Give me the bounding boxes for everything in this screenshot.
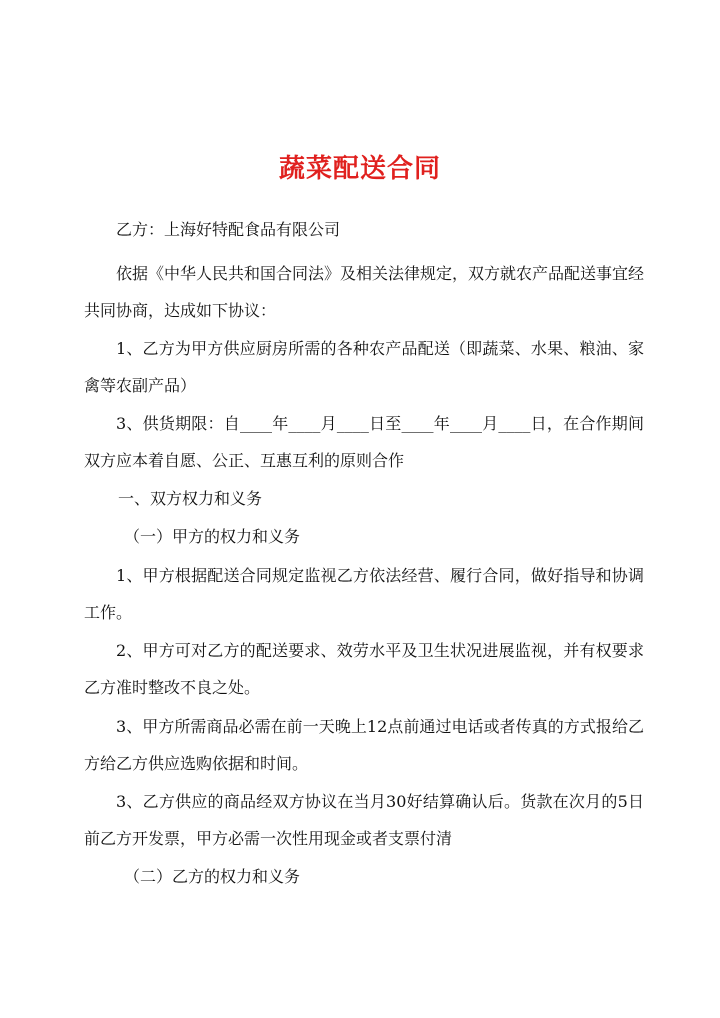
- party-a-clause-1: 1、甲方根据配送合同规定监视乙方依法经营、履行合同，做好指导和协调工作。: [84, 566, 644, 622]
- supply-period-paragraph: 3、供货期限：自____年____月____日至____年____月____日，在合作期间双方应本着自愿、公正、互惠互利的原则合作: [84, 414, 644, 470]
- intro-paragraph: 依据《中华人民共和国合同法》及相关法律规定，双方就农产品配送事宜经共同协商，达成如下协议：: [84, 264, 645, 320]
- subsection-heading-party-a: （一）甲方的权力和义务: [124, 527, 301, 546]
- section-heading-rights: 一、双方权力和义务: [118, 489, 263, 508]
- party-a-clause-2: 2、甲方可对乙方的配送要求、效劳水平及卫生状况进展监视，并有权要求乙方准时整改不良之处。: [84, 641, 644, 697]
- document-title: 蔬菜配送合同: [278, 154, 441, 184]
- party-a-clause-3: 3、甲方所需商品必需在前一天晚上12点前通过电话或者传真的方式报给乙方给乙方供应选购依据和时间。: [84, 717, 644, 773]
- subsection-heading-party-b: （二）乙方的权力和义务: [124, 867, 301, 886]
- clause-1-paragraph: 1、乙方为甲方供应厨房所需的各种农产品配送（即蔬菜、水果、粮油、家禽等农副产品）: [84, 339, 644, 395]
- payment-clause: 3、乙方供应的商品经双方协议在当月30好结算确认后。货款在次月的5日前乙方开发票，甲方必需一次性用现金或者支票付清: [84, 792, 644, 848]
- party-b-line: 乙方：上海好特配食品有限公司: [116, 220, 341, 239]
